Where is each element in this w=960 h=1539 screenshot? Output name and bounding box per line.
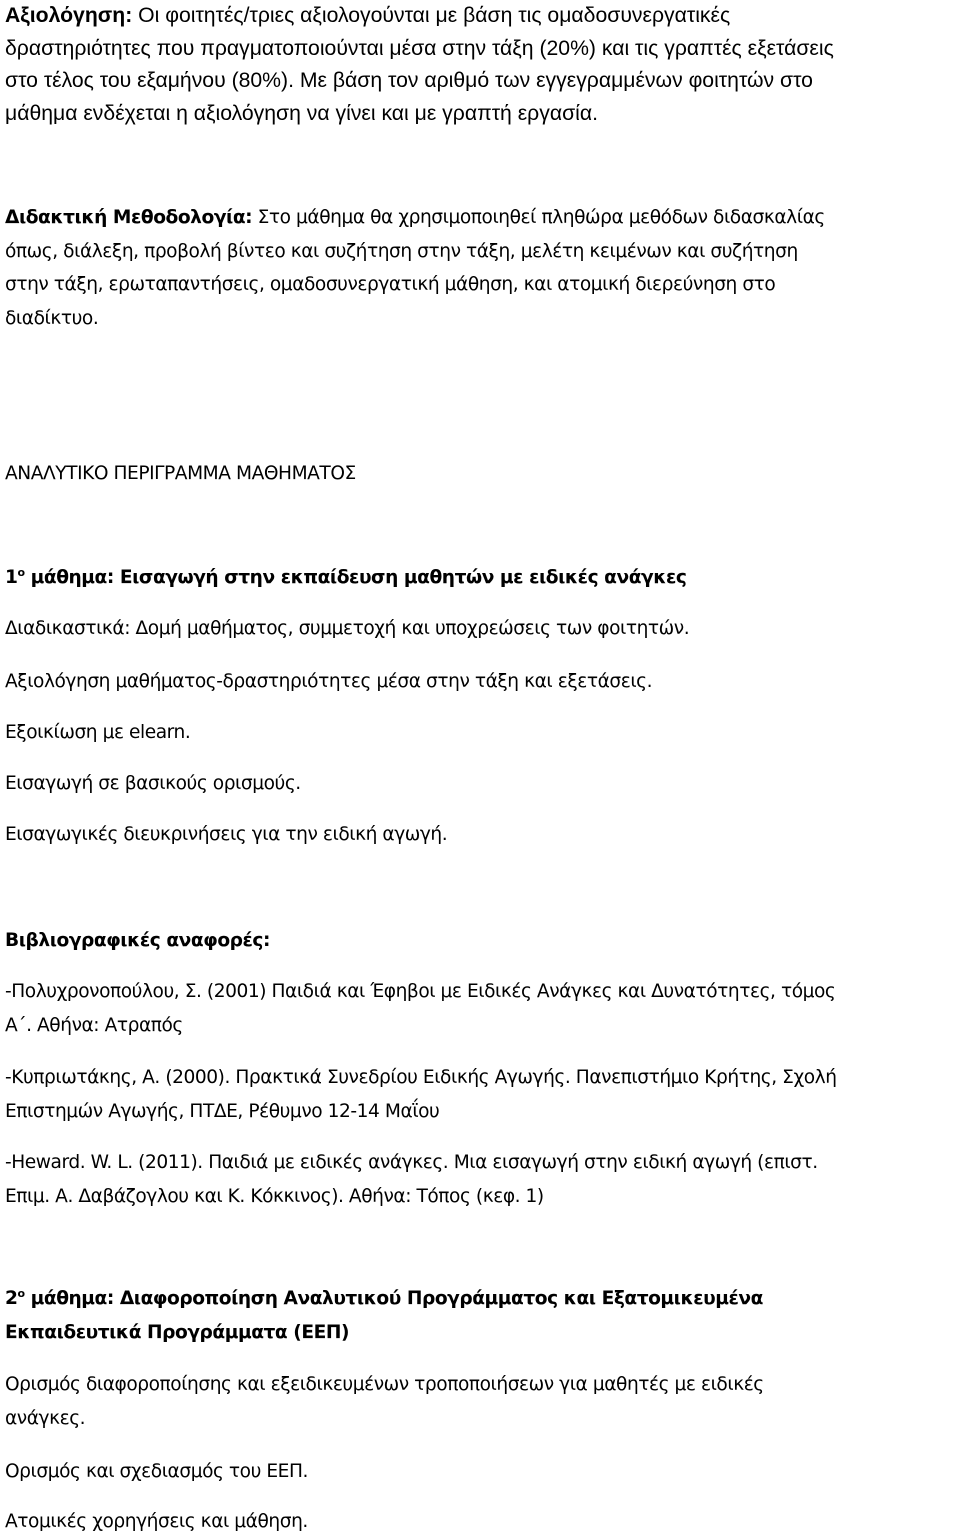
lesson1-item: Εισαγωγικές διευκρινήσεις για την ειδική αγωγή. — [5, 824, 448, 845]
lesson1-number: 1 — [5, 567, 18, 588]
outline-heading: ΑΝΑΛΥΤΙΚΟ ΠΕΡΙΓΡΑΜΜΑ ΜΑΘΗΜΑΤΟΣ — [5, 463, 356, 484]
evaluation-line: μάθημα ενδέχεται η αξιολόγηση να γίνει και με γραπτή εργασία. — [5, 101, 598, 125]
bibliography-heading: Βιβλιογραφικές αναφορές: — [5, 930, 270, 951]
methodology-line: Διδακτική Μεθοδολογία: Στο μάθημα θα χρησιμοποιηθεί πληθώρα μεθόδων διδασκαλίας — [5, 207, 825, 228]
lesson2-heading — [5, 1282, 960, 1349]
methodology-line: διαδίκτυο. — [5, 307, 99, 329]
methodology-line: στην τάξη, ερωταπαντήσεις, ομαδοσυνεργατική μάθηση, και ατομική διερεύνηση στο — [5, 274, 776, 295]
lesson2-title: Διαφοροποίηση Αναλυτικού Προγράμματος και Εξατομικευμένα — [113, 1288, 763, 1309]
evaluation-line: Αξιολόγηση: Οι φοιτητές/τριες αξιολογούνται με βάση τις ομαδοσυνεργατικές — [5, 4, 731, 27]
lesson2-number: 2 — [5, 1288, 18, 1309]
lesson1-heading — [5, 561, 686, 595]
methodology-paragraph — [5, 201, 960, 335]
lesson1-ordinal: ο — [17, 565, 25, 579]
lesson1-item: Διαδικαστικά: Δομή μαθήματος, συμμετοχή και υποχρεώσεις των φοιτητών. — [5, 618, 690, 639]
lesson2-title-cont: Εκπαιδευτικά Προγράμματα (ΕΕΠ) — [5, 1321, 349, 1343]
methodology-line: όπως, διάλεξη, προβολή βίντεο και συζήτηση στην τάξη, μελέτη κειμένων και συζήτηση — [5, 240, 798, 262]
lesson1-item: Εισαγωγή σε βασικούς ορισμούς. — [5, 773, 301, 794]
lesson2-item: Ατομικές χορηγήσεις και μάθηση. — [5, 1511, 308, 1532]
evaluation-label: Αξιολόγηση: — [5, 4, 133, 27]
methodology-label: Διδακτική Μεθοδολογία: — [5, 207, 253, 228]
reference-entry: -Heward. W. L. (2011). Παιδιά με ειδικές ανάγκες. Μια εισαγωγή στην ειδική αγωγή (επιστ. Επιμ. Α. Δαβάζογλου και Κ. Κόκκινος). Αθήνα: Τόπος (κεφ. 1) — [5, 1152, 818, 1207]
lesson2-label: μάθημα: — [24, 1288, 114, 1309]
evaluation-line: δραστηριότητες που πραγματοποιούνται μέσα στην τάξη (20%) και τις γραπτές εξετάσεις — [5, 36, 834, 60]
lesson2-ordinal: ο — [17, 1286, 25, 1300]
lesson1-title: Εισαγωγή στην εκπαίδευση μαθητών με ειδικές ανάγκες — [113, 567, 687, 588]
lesson1-item: Εξοικίωση με elearn. — [5, 722, 191, 743]
evaluation-line: στο τέλος του εξαμήνου (80%). Με βάση τον αριθμό των εγγεγραμμένων φοιτητών στο — [5, 69, 813, 93]
lesson2-item: Ορισμός και σχεδιασμός του ΕΕΠ. — [5, 1461, 308, 1482]
reference-entry: -Κυπριωτάκης, Α. (2000). Πρακτικά Συνεδρίου Ειδικής Αγωγής. Πανεπιστήμιο Κρήτης, Σχολή Επιστημών Αγωγής, ΠΤΔΕ, Ρέθυμνο 12-14 Μαΐου — [5, 1067, 837, 1122]
lesson1-item: Αξιολόγηση μαθήματος-δραστηριότητες μέσα στην τάξη και εξετάσεις. — [5, 671, 653, 692]
lesson1-label: μάθημα: — [24, 567, 114, 588]
lesson2-item: Ορισμός διαφοροποίησης και εξειδικευμένων τροποποιήσεων για μαθητές με ειδικές ανάγκες. — [5, 1374, 764, 1429]
reference-entry: -Πολυχρονοπούλου, Σ. (2001) Παιδιά και Έφηβοι με Ειδικές Ανάγκες και Δυνατότητες, τόμος Α΄. Αθήνα: Ατραπός — [5, 981, 836, 1036]
evaluation-paragraph — [5, 0, 960, 130]
